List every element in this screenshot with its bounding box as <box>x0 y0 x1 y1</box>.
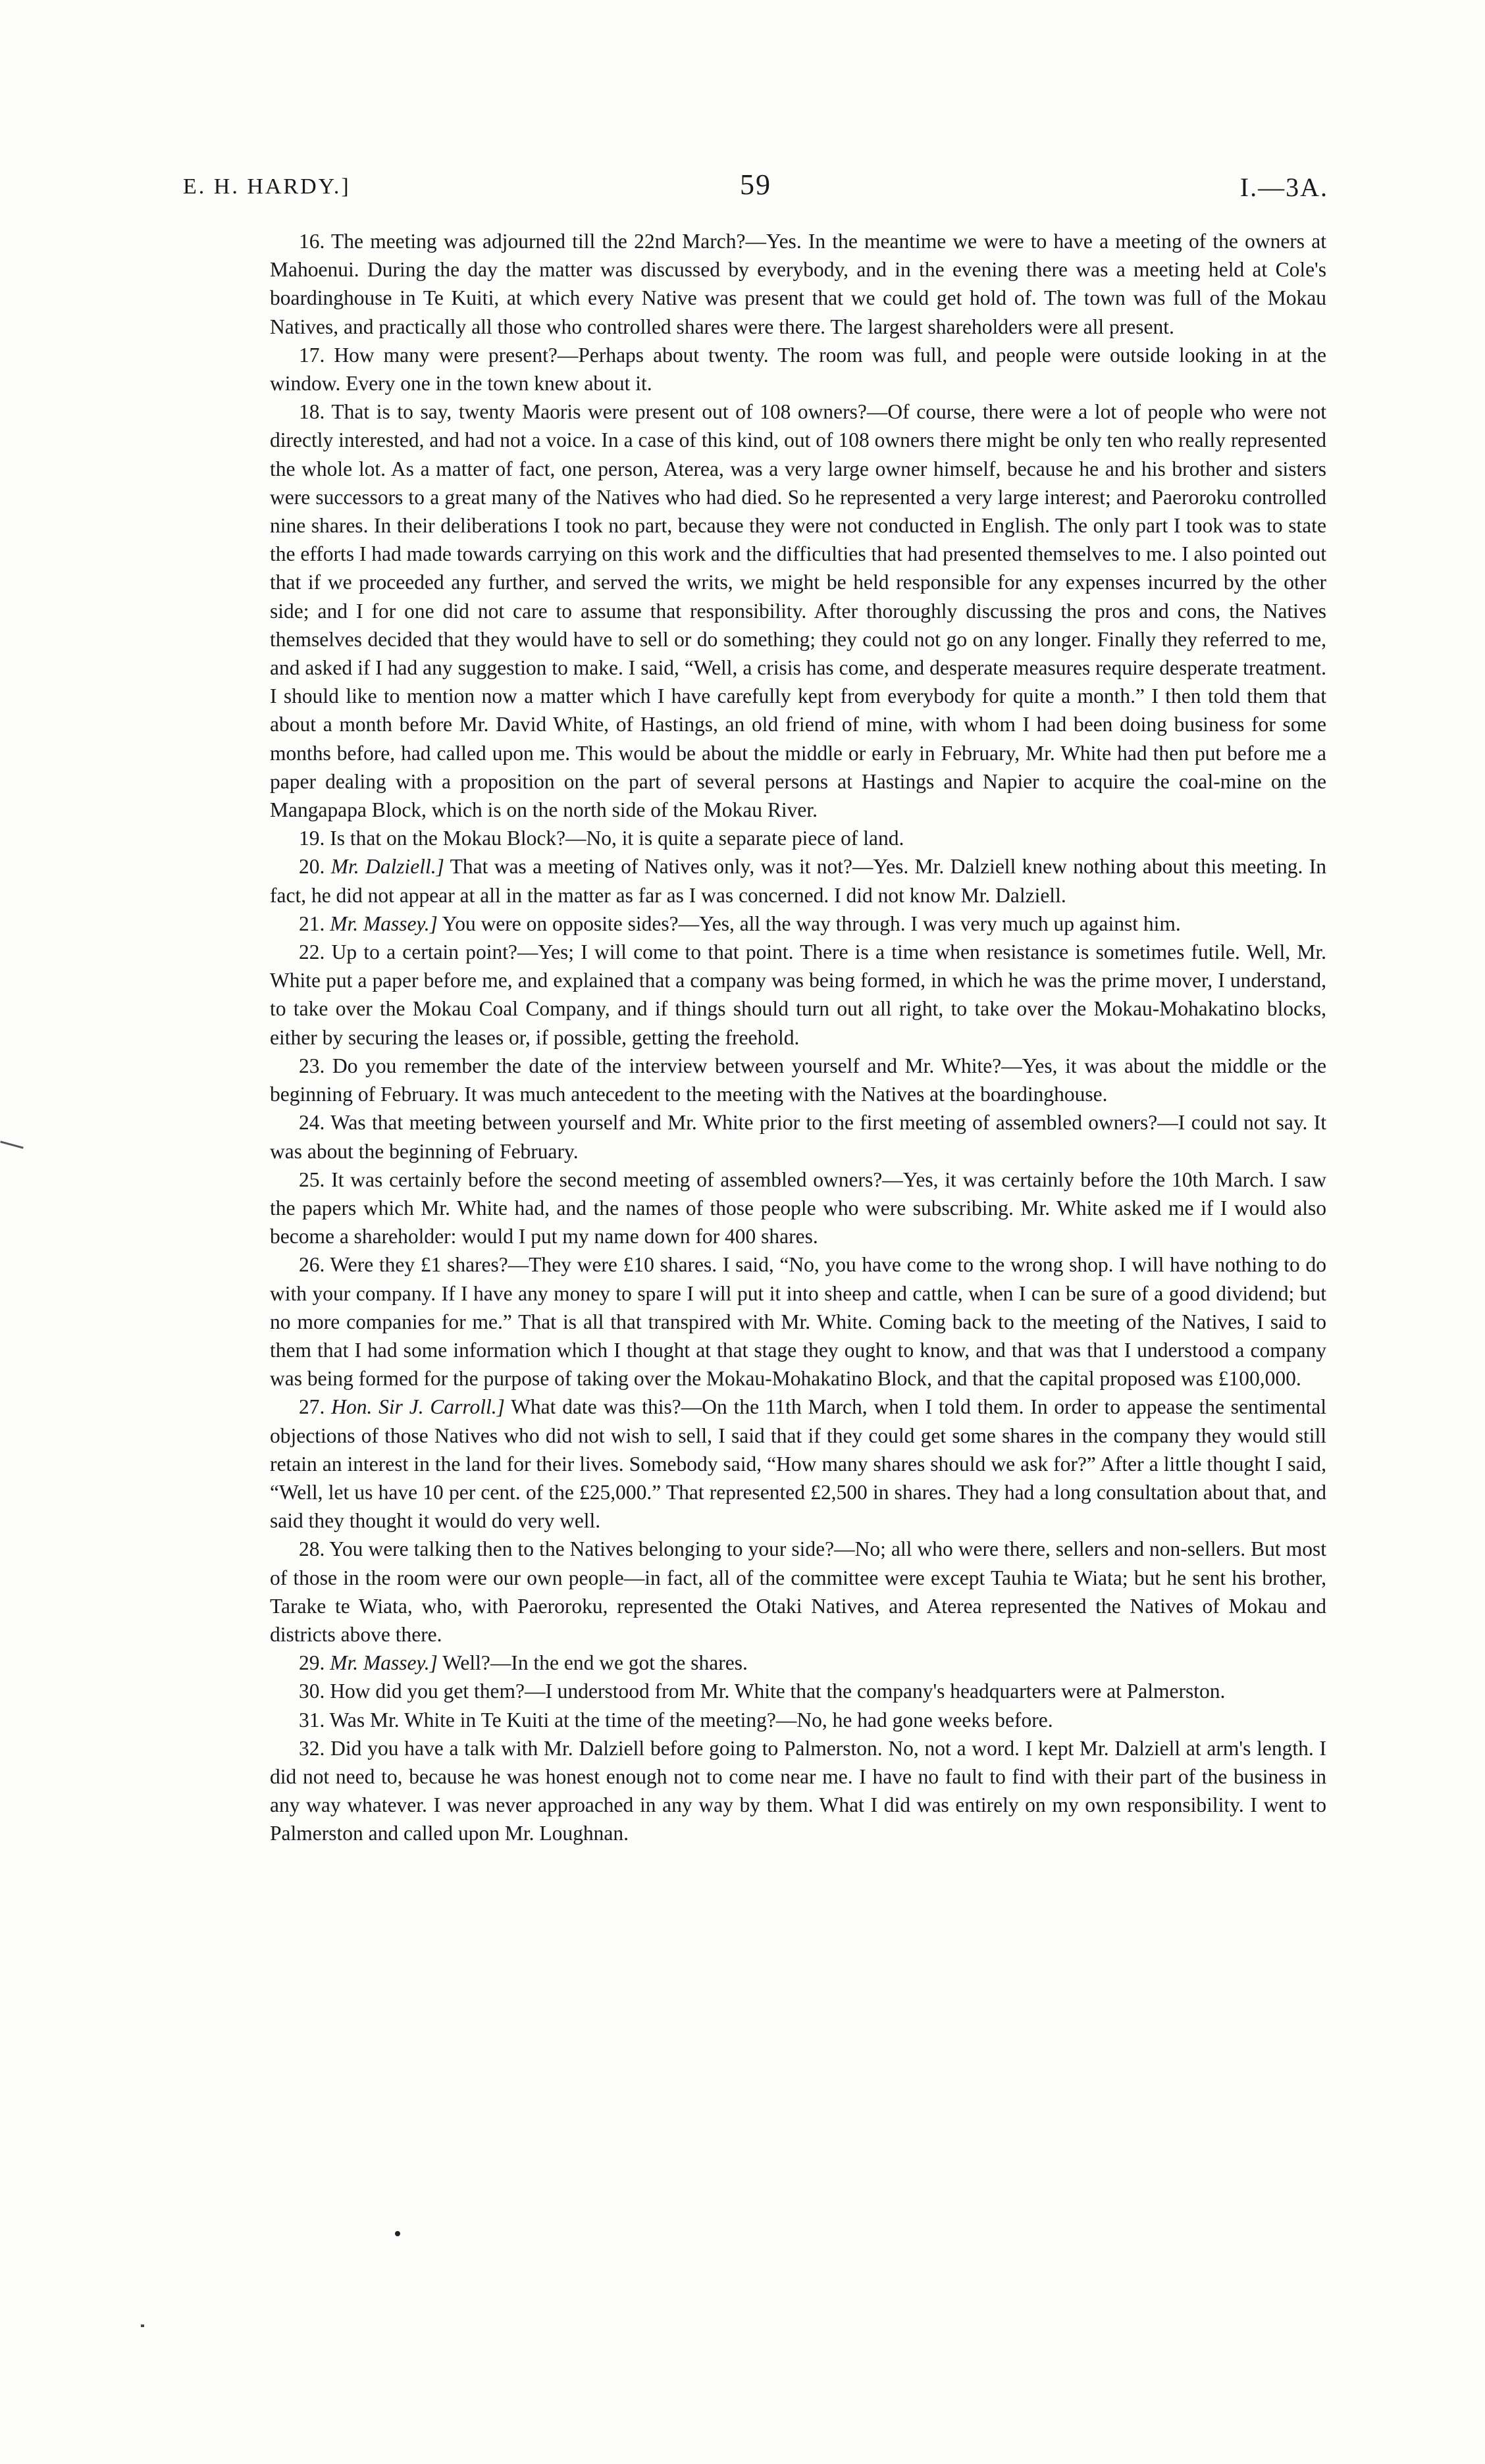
paragraph-23: 23. Do you remember the date of the interview between yourself and Mr. White?—Yes, it was about the middle or the beginning of February. It was much antecedent to the meeting with the Natives at the boardinghouse. <box>270 1054 1327 1106</box>
header-witness: E. H. HARDY.] <box>183 174 351 199</box>
margin-mark <box>0 1141 24 1148</box>
speaker: Mr. Massey.] <box>330 911 438 935</box>
speaker: Hon. Sir J. Carroll.] <box>331 1395 505 1419</box>
ink-dot <box>395 2231 400 2236</box>
paragraph-27: 27. Hon. Sir J. Carroll.] What date was this?—On the 11th March, when I told them. In order to appease the sentimental objections of those Natives who did not wish to sell, I said that if they could get some shares in the company they would still retain an interest in the land for their lives. Somebody said, “How many shares should we ask for?” After a little thought I said, “Well, let us have 10 per cent. of the £25,000.” That represented £2,500 in shares. They had a long consultation about that, and said they thought it would do very well. <box>270 1395 1326 1533</box>
speaker: Mr. Massey.] <box>330 1651 438 1675</box>
paragraph-31: 31. Was Mr. White in Te Kuiti at the time of the meeting?—No, he had gone weeks before. <box>299 1708 1053 1732</box>
paragraph-17: 17. How many were present?—Perhaps about twenty. The room was full, and people were outside looking in at the window. Every one in the town knew about it. <box>270 343 1327 396</box>
speaker: Mr. Dalziell.] <box>330 855 444 879</box>
page-header <box>183 168 1328 207</box>
paragraph-32: 32. Did you have a talk with Mr. Dalziell before going to Palmerston. No, not a word. I kept Mr. Dalziell at arm's length. I did not need to, because he was honest enough not to come near me. I have no fault to find with their part of the business in any way whatever. I was never approached in any way by them. What I did was entirely on my own responsibility. I went to Palmerston and called upon Mr. Loughnan. <box>270 1736 1327 1845</box>
paragraph-26: 26. Were they £1 shares?—They were £10 shares. I said, “No, you have come to the wrong shop. I will have nothing to do with your company. If I have any money to spare I will put it into sheep and cattle, when I can be sure of a good dividend; but no more companies for me.” That is all that transpired with Mr. White. Coming back to the meeting of the Natives, I said to them that I had some information which I thought at that stage they ought to know, and that was that I understood a company was being formed for the purpose of taking over the Mokau-Mohakatino Block, and that the capital proposed was £100,000. <box>270 1253 1326 1391</box>
header-document-code: I.—3A. <box>1239 172 1328 202</box>
paragraph-16: 16. The meeting was adjourned till the 22nd March?—Yes. In the meantime we were to have a meeting of the owners at Mahoenui. During the day the matter was discussed by everybody, and in the evening there was a meeting held at Cole's boardinghouse in Te Kuiti, at which every Native was present that we could get hold of. The town was full of the Mokau Natives, and practically all those who controlled shares were there. The largest shareholders were all present. <box>270 230 1326 338</box>
paragraph-25: 25. It was certainly before the second meeting of assembled owners?—Yes, it was certainly before the 10th March. I saw the papers which Mr. White had, and the names of those people who were subscribing. Mr. White asked me if I would also become a shareholder: would I put my name down for 400 shares. <box>270 1168 1327 1248</box>
page-number: 59 <box>740 168 771 201</box>
paragraph-24: 24. Was that meeting between yourself and Mr. White prior to the first meeting of assembled owners?—I could not say. It was about the beginning of February. <box>270 1111 1326 1163</box>
paragraph-18: 18. That is to say, twenty Maoris were present out of 108 owners?—Of course, there were a lot of people who were not directly interested, and had not a voice. In a case of this kind, out of 108 owners there might be only ten who really represented the whole lot. As a matter of fact, one person, Aterea, was a very large owner himself, because he and his brother and sisters were successors to a great many of the Natives who had died. So he represented a very large interest; and Paeroroku controlled nine shares. In their deliberations I took no part, because they were not conducted in English. The only part I took was to state the efforts I had made towards carrying on this work and the difficulties that had presented themselves to me. I also pointed out that if we proceeded any further, and served the writs, we might be held responsible for any expenses incurred by the other side; and I for one did not care to assume that responsibility. After thoroughly discussing the pros and cons, the Natives themselves decided that they would have to sell or do something; they could not go on any longer. Finally they referred to me, and asked if I had any suggestion to make. I said, “Well, a crisis has come, and desperate measures require desperate treatment. I should like to mention now a matter which I have carefully kept from everybody for quite a month.” I then told them that about a month before Mr. David White, of Hastings, an old friend of mine, with whom I had been doing business for some months before, had called upon me. This would be about the middle or early in February, Mr. White had then put before me a paper dealing with a proposition on the part of several persons at Hastings and Napier to acquire the coal-mine on the Mangapapa Block, which is on the north side of the Mokau River. <box>270 400 1326 822</box>
ink-speck <box>141 2324 144 2327</box>
paragraph-30: 30. How did you get them?—I understood from Mr. White that the company's headquarters were at Palmerston. <box>299 1680 1226 1703</box>
paragraph-21: 21. Mr. Massey.] You were on opposite sides?—Yes, all the way through. I was very much up against him. <box>299 911 1181 935</box>
paragraph-19: 19. Is that on the Mokau Block?—No, it is quite a separate piece of land. <box>299 827 904 850</box>
paragraph-28: 28. You were talking then to the Natives belonging to your side?—No; all who were there, sellers and non-sellers. But most of those in the room were our own people—in fact, all of the committee were except Tauhia te Wiata; but he sent his brother, Tarake te Wiata, who, with Paeroroku, represented the Otaki Natives, and Aterea represented the Natives of Mokau and districts above there. <box>270 1537 1326 1646</box>
paragraph-20: 20. Mr. Dalziell.] That was a meeting of Natives only, was it not?—Yes. Mr. Dalziell knew nothing about this meeting. In fact, he did not appear at all in the matter as far as I was concerned. I did not know Mr. Dalziell. <box>270 855 1326 907</box>
paragraph-22: 22. Up to a certain point?—Yes; I will come to that point. There is a time when resistance is sometimes futile. Well, Mr. White put a paper before me, and explained that a company was being formed, in which he was the prime mover, I understand, to take over the Mokau Coal Company, and if things should turn out all right, to take over the Mokau-Mohakatino blocks, either by securing the leases or, if possible, getting the freehold. <box>270 940 1327 1049</box>
paragraph-29: 29. Mr. Massey.] Well?—In the end we got the shares. <box>299 1651 748 1675</box>
testimony-body <box>270 227 1326 1848</box>
